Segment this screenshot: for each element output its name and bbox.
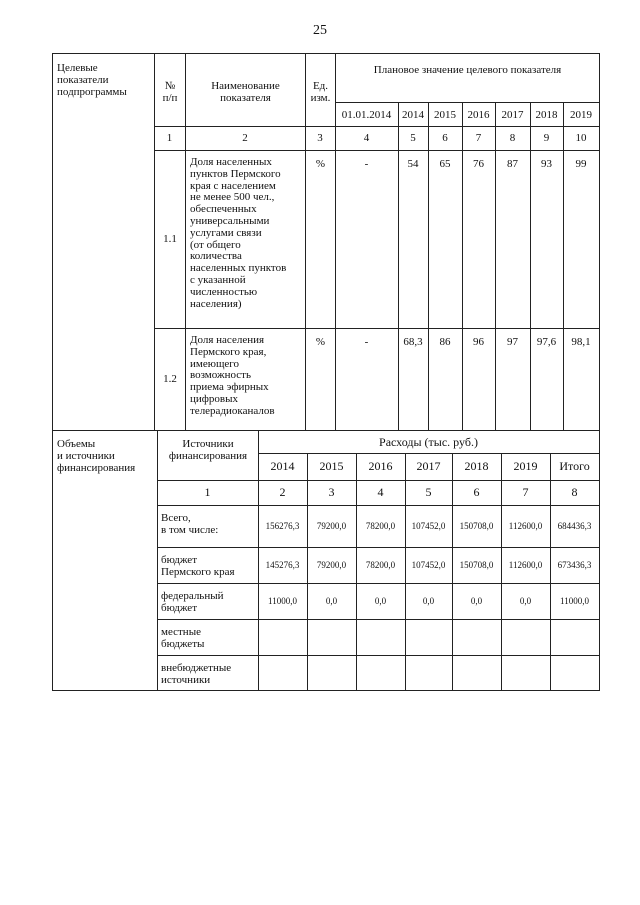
header-name: показателя — [220, 92, 271, 104]
funding-value: 684436,3 — [557, 521, 592, 531]
funding-value: 0,0 — [422, 596, 435, 606]
section-label: показатели — [57, 74, 109, 86]
column-number: 2 — [279, 485, 286, 499]
column-number: 3 — [317, 132, 323, 144]
funding-value: 112600,0 — [508, 560, 543, 570]
grid-line — [462, 102, 463, 431]
plan-value: 87 — [507, 158, 518, 170]
indicator-name: количества — [190, 250, 242, 263]
section-label: финансирования — [57, 462, 136, 474]
column-number: 5 — [410, 132, 416, 144]
header-year: Итого — [559, 459, 590, 473]
plan-value: 99 — [575, 158, 587, 170]
plan-value: 97 — [507, 336, 518, 348]
row-number: 1.2 — [163, 373, 177, 385]
header-num: п/п — [162, 92, 178, 104]
indicator-name: услугами связи — [190, 226, 262, 239]
row-number: 1.1 — [163, 233, 177, 245]
funding-value: 78200,0 — [365, 560, 396, 570]
funding-value: 78200,0 — [365, 521, 396, 531]
section-label: Объемы — [57, 438, 96, 450]
section-label: подпрограммы — [57, 86, 127, 98]
funding-source-label: в том числе: — [161, 524, 219, 536]
indicator-name: с указанной — [190, 274, 246, 286]
grid-line — [157, 619, 600, 620]
grid-line — [52, 690, 600, 691]
funding-value: 107452,0 — [411, 521, 446, 531]
funding-value: 0,0 — [374, 596, 387, 606]
grid-line — [335, 102, 600, 103]
grid-line — [154, 150, 600, 151]
indicator-name: приема эфирных — [190, 381, 269, 394]
grid-line — [157, 583, 600, 584]
plan-value: 97,6 — [536, 336, 557, 348]
funding-value: 145276,3 — [265, 560, 300, 570]
indicator-name: обеспеченных — [190, 203, 257, 216]
header-year: 2019 — [513, 459, 538, 473]
unit-value: % — [315, 158, 326, 170]
grid-line — [154, 328, 600, 329]
grid-line — [157, 430, 158, 691]
funding-source-label: Всего, — [161, 512, 191, 524]
column-number: 6 — [473, 485, 480, 499]
grid-line — [495, 102, 496, 431]
header-num: № — [164, 80, 176, 92]
plan-value: 54 — [407, 158, 419, 170]
funding-source-label: внебюджетные — [161, 662, 232, 674]
header-year: 2014 — [270, 459, 295, 473]
grid-line — [157, 480, 600, 481]
funding-source-label: бюджет — [161, 554, 197, 566]
grid-line — [185, 53, 186, 431]
column-number: 7 — [522, 485, 529, 499]
indicator-name: численностью — [190, 285, 258, 298]
grid-line — [157, 505, 600, 506]
header-name: Наименование — [211, 80, 280, 92]
column-number: 10 — [575, 132, 587, 144]
funding-value: 150708,0 — [459, 521, 494, 531]
funding-source-label: бюджет — [161, 602, 197, 614]
grid-line — [530, 102, 531, 431]
header-source: финансирования — [168, 450, 248, 462]
header-source: Источники — [182, 438, 234, 450]
column-number: 4 — [377, 485, 384, 499]
column-number: 3 — [328, 485, 335, 499]
header-year: 2015 — [434, 109, 456, 121]
column-number: 9 — [543, 132, 550, 144]
funding-source-label: Пермского края — [161, 566, 235, 578]
indicator-name: имеющего — [190, 357, 240, 370]
unit-value: % — [315, 336, 326, 348]
header-expense-title: Расходы (тыс. руб.) — [379, 435, 478, 449]
column-number: 8 — [571, 485, 578, 499]
column-number: 1 — [204, 485, 211, 499]
page-number: 25 — [313, 23, 327, 38]
funding-value: 0,0 — [325, 596, 338, 606]
grid-line — [398, 102, 399, 431]
header-year: 2015 — [319, 459, 344, 473]
plan-value: - — [364, 336, 369, 348]
grid-line — [428, 102, 429, 431]
indicator-name: населения) — [190, 297, 242, 310]
funding-value: 673436,3 — [557, 560, 592, 570]
indicator-name: пунктов Пермского — [190, 167, 281, 180]
header-plan-title: Плановое значение целевого показателя — [373, 64, 562, 76]
plan-value: 68,3 — [403, 336, 423, 348]
column-number: 2 — [242, 132, 248, 144]
grid-line — [52, 53, 53, 691]
column-number: 1 — [166, 132, 173, 144]
column-number: 4 — [363, 132, 370, 144]
indicator-name: возможность — [190, 369, 251, 382]
funding-value: 11000,0 — [268, 596, 297, 606]
header-year: 2018 — [535, 109, 558, 121]
funding-value: 107452,0 — [411, 560, 446, 570]
funding-source-label: федеральный — [161, 590, 224, 602]
header-year: 2017 — [416, 459, 441, 473]
header-unit: изм. — [310, 92, 331, 104]
plan-value: 76 — [473, 158, 484, 170]
plan-value: 98,1 — [571, 336, 591, 348]
indicator-name: Доля населенных — [190, 156, 272, 168]
funding-value: 11000,0 — [560, 596, 589, 606]
indicator-name: (от общего — [190, 238, 241, 251]
funding-value: 0,0 — [519, 596, 532, 606]
funding-value: 156276,3 — [265, 521, 300, 531]
indicator-name: Пермского края, — [190, 345, 267, 358]
indicator-name: не менее 500 чел., — [190, 191, 275, 204]
plan-value: 96 — [473, 336, 484, 348]
column-number: 5 — [425, 485, 432, 499]
column-number: 6 — [442, 132, 448, 144]
funding-value: 112600,0 — [508, 521, 543, 531]
grid-line — [52, 53, 600, 54]
grid-line — [154, 126, 600, 127]
grid-line — [305, 53, 306, 431]
grid-line — [563, 102, 564, 431]
header-year: 2014 — [402, 109, 424, 121]
header-year: 2018 — [464, 459, 489, 473]
grid-line — [157, 655, 600, 656]
plan-value: 86 — [439, 336, 451, 348]
grid-line — [52, 430, 600, 431]
funding-source-label: источники — [161, 674, 211, 686]
indicator-name: Доля населения — [190, 334, 265, 346]
funding-value: 0,0 — [470, 596, 483, 606]
header-year: 2016 — [467, 109, 490, 121]
indicator-name: населенных пунктов — [190, 262, 287, 275]
funding-source-label: бюджеты — [161, 638, 205, 650]
column-number: 7 — [475, 132, 482, 144]
grid-line — [599, 53, 600, 691]
header-year: 2017 — [501, 109, 524, 121]
funding-value: 79200,0 — [316, 560, 347, 570]
funding-value: 79200,0 — [316, 521, 347, 531]
section-label: Целевые — [57, 62, 98, 74]
plan-value: 93 — [541, 158, 552, 170]
plan-value: - — [364, 158, 369, 170]
column-number: 8 — [509, 132, 516, 144]
indicator-name: края с населением — [190, 179, 276, 192]
header-year: 2019 — [570, 109, 592, 121]
indicator-name: цифровых — [190, 393, 238, 405]
funding-source-label: местные — [161, 626, 201, 638]
plan-value: 65 — [439, 158, 451, 170]
section-label: и источники — [57, 450, 115, 462]
indicator-name: универсальными — [190, 215, 270, 227]
header-unit: Ед. — [312, 80, 329, 92]
header-year: 2016 — [368, 459, 393, 473]
grid-line — [157, 547, 600, 548]
header-year: 01.01.2014 — [341, 109, 392, 121]
funding-value: 150708,0 — [459, 560, 494, 570]
grid-line — [258, 453, 600, 454]
indicator-name: телерадиоканалов — [190, 404, 275, 417]
